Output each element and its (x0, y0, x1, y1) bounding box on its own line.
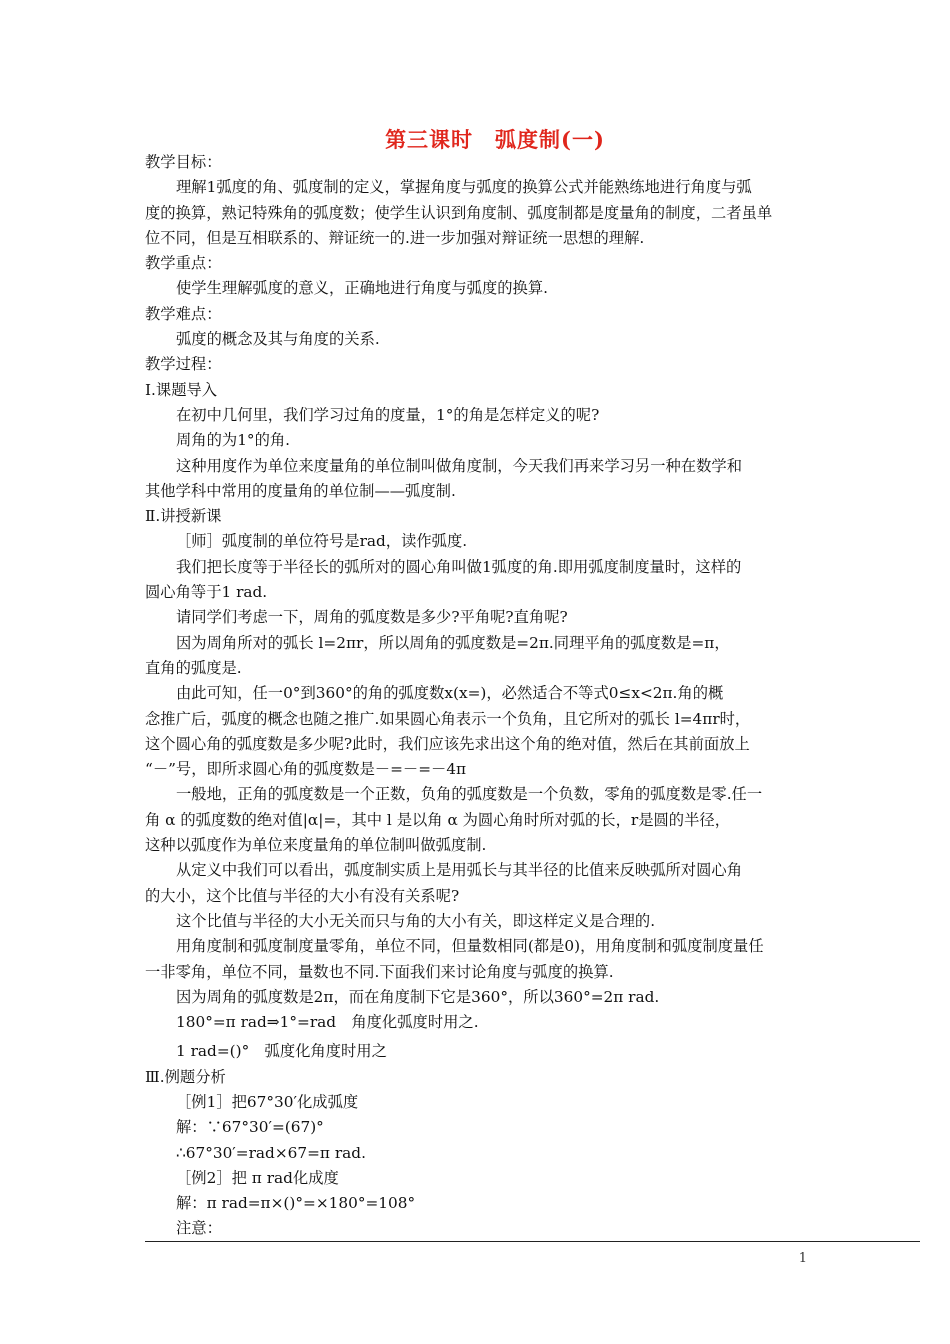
text-line: ∴67°30′=rad×67=π rad. (176, 1143, 366, 1162)
text-line: 1 rad=()° 弧度化角度时用之 (176, 1042, 387, 1061)
text-line: 由此可知，任一0°到360°的角的弧度数x(x=)，必然适合不等式0≤x<2π.角的概 (176, 684, 724, 703)
text-line: 周角的为1°的角. (176, 431, 291, 450)
text-line: 在初中几何里，我们学习过角的度量，1°的角是怎样定义的呢? (176, 405, 600, 424)
text-line: 直角的弧度是. (145, 658, 242, 677)
text-line: 一般地，正角的弧度数是一个正数，负角的弧度数是一个负数，零角的弧度数是零.任一 (176, 785, 763, 804)
text-line: 解：π rad=π×()°=×180°=108° (176, 1194, 416, 1213)
text-line: 这种用度作为单位来度量角的单位制叫做角度制，今天我们再来学习另一种在数学和 (176, 456, 742, 475)
text-line: 这个圆心角的弧度数是多少呢?此时，我们应该先求出这个角的绝对值，然后在其前面放上 (145, 734, 750, 753)
text-line: ［例2］把 π rad化成度 (176, 1168, 339, 1187)
text-line: 解：∵67°30′=(67)° (176, 1118, 324, 1137)
text-line: “－”号，即所求圆心角的弧度数是－=－=－4π (145, 760, 467, 779)
text-line: ［例1］把67°30′化成弧度 (176, 1092, 359, 1111)
text-line: 角 α 的弧度数的绝对值|α|=，其中 l 是以角 α 为圆心角时所对弧的长，r是圆的半径， (145, 810, 730, 829)
text-line: 其他学科中常用的度量角的单位制——弧度制. (145, 481, 456, 500)
text-line: 使学生理解弧度的意义，正确地进行角度与弧度的换算. (176, 279, 548, 298)
body-text (145, 150, 815, 1242)
lesson-title: 第三课时 弧度制(一) (385, 127, 605, 152)
footer-rule (145, 1241, 920, 1242)
text-line: 180°=π rad⇒1°=rad 角度化弧度时用之. (176, 1013, 479, 1032)
text-line: 位不同，但是互相联系的、辩证统一的.进一步加强对辩证统一思想的理解. (145, 228, 645, 247)
text-line: 弧度的概念及其与角度的关系. (176, 330, 380, 349)
text-line: ［师］弧度制的单位符号是rad，读作弧度. (176, 532, 468, 551)
text-line: 我们把长度等于半径长的弧所对的圆心角叫做1弧度的角.即用弧度制度量时，这样的 (176, 557, 742, 576)
text-line: 念推广后，弧度的概念也随之推广.如果圆心角表示一个负角，且它所对的弧长 l=4πr时， (145, 709, 751, 728)
text-line: 的大小，这个比值与半径的大小有没有关系呢? (145, 886, 460, 905)
text-line: 教学过程： (145, 355, 222, 374)
text-line: 教学难点： (145, 304, 222, 323)
text-line: 从定义中我们可以看出，弧度制实质上是用弧长与其半径的比值来反映弧所对圆心角 (176, 861, 742, 880)
text-line: 因为周角所对的弧长 l=2πr，所以周角的弧度数是=2π.同理平角的弧度数是=π， (176, 633, 730, 652)
text-line: 教学目标： (145, 153, 222, 171)
text-line: Ⅰ.课题导入 (145, 380, 218, 399)
page-number: 1 (798, 1251, 807, 1266)
text-line: 用角度制和弧度制度量零角，单位不同，但量数相同(都是0)，用角度制和弧度制度量任 (176, 937, 764, 956)
text-line: 一非零角，单位不同，量数也不同.下面我们来讨论角度与弧度的换算. (145, 962, 614, 981)
text-line: Ⅲ.例题分析 (145, 1067, 226, 1086)
text-line: 教学重点： (145, 254, 222, 273)
text-line: 度的换算，熟记特殊角的弧度数；使学生认识到角度制、弧度制都是度量角的制度，二者虽单 (145, 203, 773, 222)
text-line: 这个比值与半径的大小无关而只与角的大小有关，即这样定义是合理的. (176, 911, 656, 930)
text-line: 这种以弧度作为单位来度量角的单位制叫做弧度制. (145, 836, 487, 855)
text-line: 请同学们考虑一下，周角的弧度数是多少?平角呢?直角呢? (176, 608, 568, 627)
text-line: 注意： (176, 1219, 222, 1238)
text-line: Ⅱ.讲授新课 (145, 507, 222, 526)
text-line: 因为周角的弧度数是2π，而在角度制下它是360°，所以360°=2π rad. (176, 987, 660, 1006)
text-line: 理解1弧度的角、弧度制的定义，掌握角度与弧度的换算公式并能熟练地进行角度与弧 (176, 178, 752, 197)
text-line: 圆心角等于1 rad. (145, 583, 268, 602)
